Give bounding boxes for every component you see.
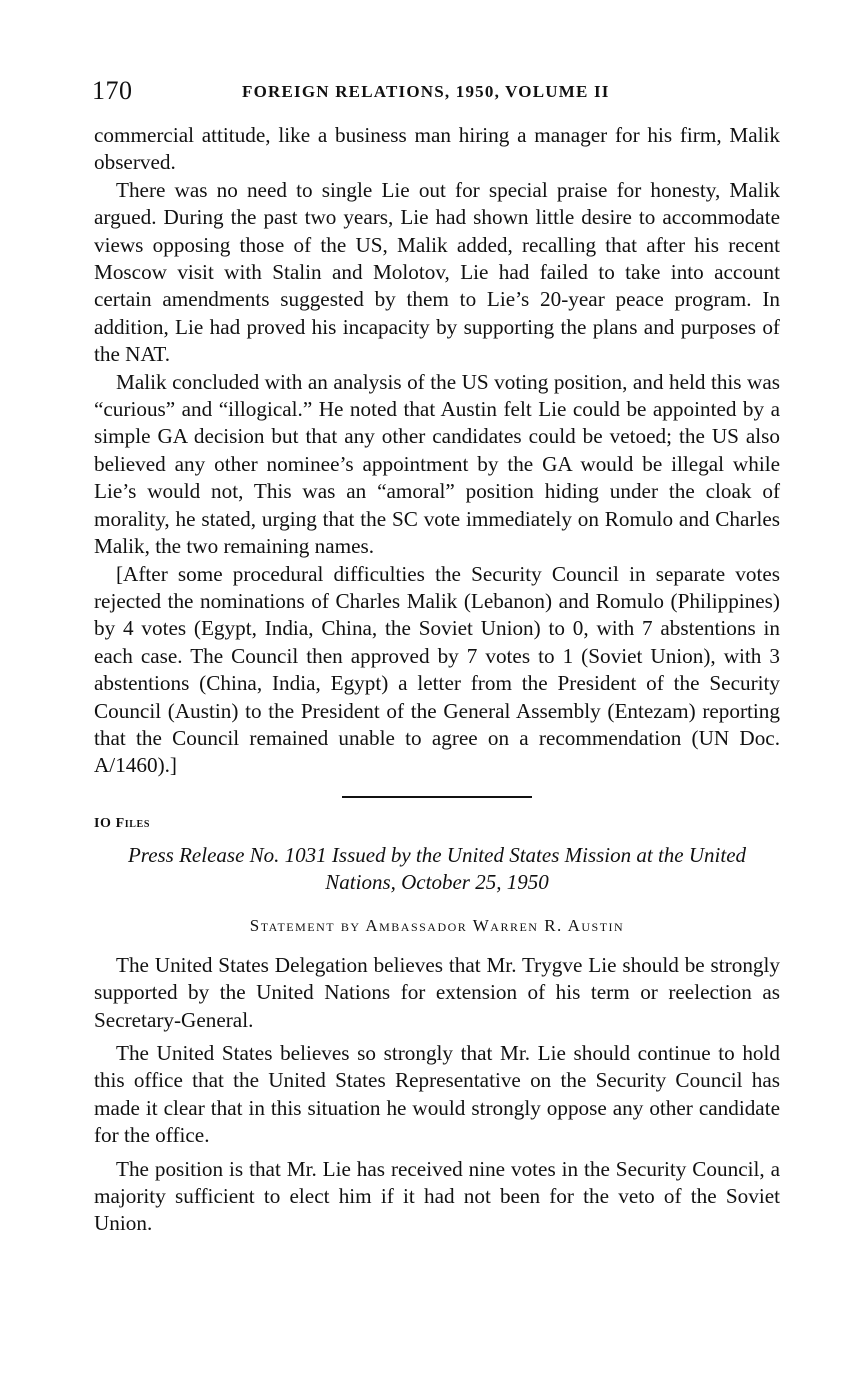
paragraph-malik-argument: There was no need to single Lie out for special praise for honesty, Malik argued. During the past two years, Lie had shown little desire to accommodate views opposing those of the US, Malik added, recalling that after his recent Moscow visit with Stalin and Molotov, Lie had failed to take into account certain amendments suggested by them to Lie’s 20-year peace program. In addition, Lie had proved his incapacity by supporting the plans and purposes of the NAT. [94, 177, 780, 367]
page-header [92, 76, 782, 110]
section-divider [342, 796, 532, 798]
page-number: 170 [92, 76, 133, 105]
source-label: IO Files [94, 815, 150, 831]
paragraph-malik-conclusion: Malik concluded with an analysis of the US voting position, and held this was “curious” and “illogical.” He noted that Austin felt Lie could be appointed by a simple GA decision but that any other candidates could be vetoed; the US also believed any other nominee’s appointment by the GA would be illegal while Lie’s would not, This was an “amoral” position hiding under the cloak of morality, he stated, urging that the SC vote immediately on Romulo and Charles Malik, the two remaining names. [94, 369, 780, 559]
paragraph-continuation: commercial attitude, like a business man hiring a manager for his firm, Malik observed. [94, 123, 780, 175]
statement-heading: Statement by Ambassador Warren R. Austin [249, 915, 625, 935]
document-title: Press Release No. 1031 Issued by the United States Mission at the United Nations, October 25, 1950 [127, 842, 747, 894]
running-head: FOREIGN RELATIONS, 1950, VOLUME II [242, 82, 610, 101]
page-body [94, 122, 780, 1238]
paragraph-statement-2: The United States believes so strongly that Mr. Lie should continue to hold this office that the United States Representative on the Security Council has made it clear that in this situation he would strongly oppose any other candidate for the office. [94, 1040, 780, 1148]
paragraph-statement-3: The position is that Mr. Lie has received nine votes in the Security Council, a majority sufficient to elect him if it had not been for the veto of the Soviet Union. [94, 1156, 780, 1236]
paragraph-editorial-note: [After some procedural difficulties the Security Council in separate votes rejected the nominations of Charles Malik (Lebanon) and Romulo (Philippines) by 4 votes (Egypt, India, China, the Soviet Union) to 0, with 7 abstentions in each case. The Council then approved by 7 votes to 1 (Soviet Union), with 3 abstentions (China, India, Egypt) a letter from the President of the Security Council (Austin) to the President of the General Assembly (Entezam) reporting that the Council remained unable to agree on a recommendation (UN Doc. A/1460).] [94, 561, 780, 778]
paragraph-statement-1: The United States Delegation believes that Mr. Trygve Lie should be strongly supported by the United Nations for extension of his term or reelection as Secretary-General. [94, 952, 780, 1032]
